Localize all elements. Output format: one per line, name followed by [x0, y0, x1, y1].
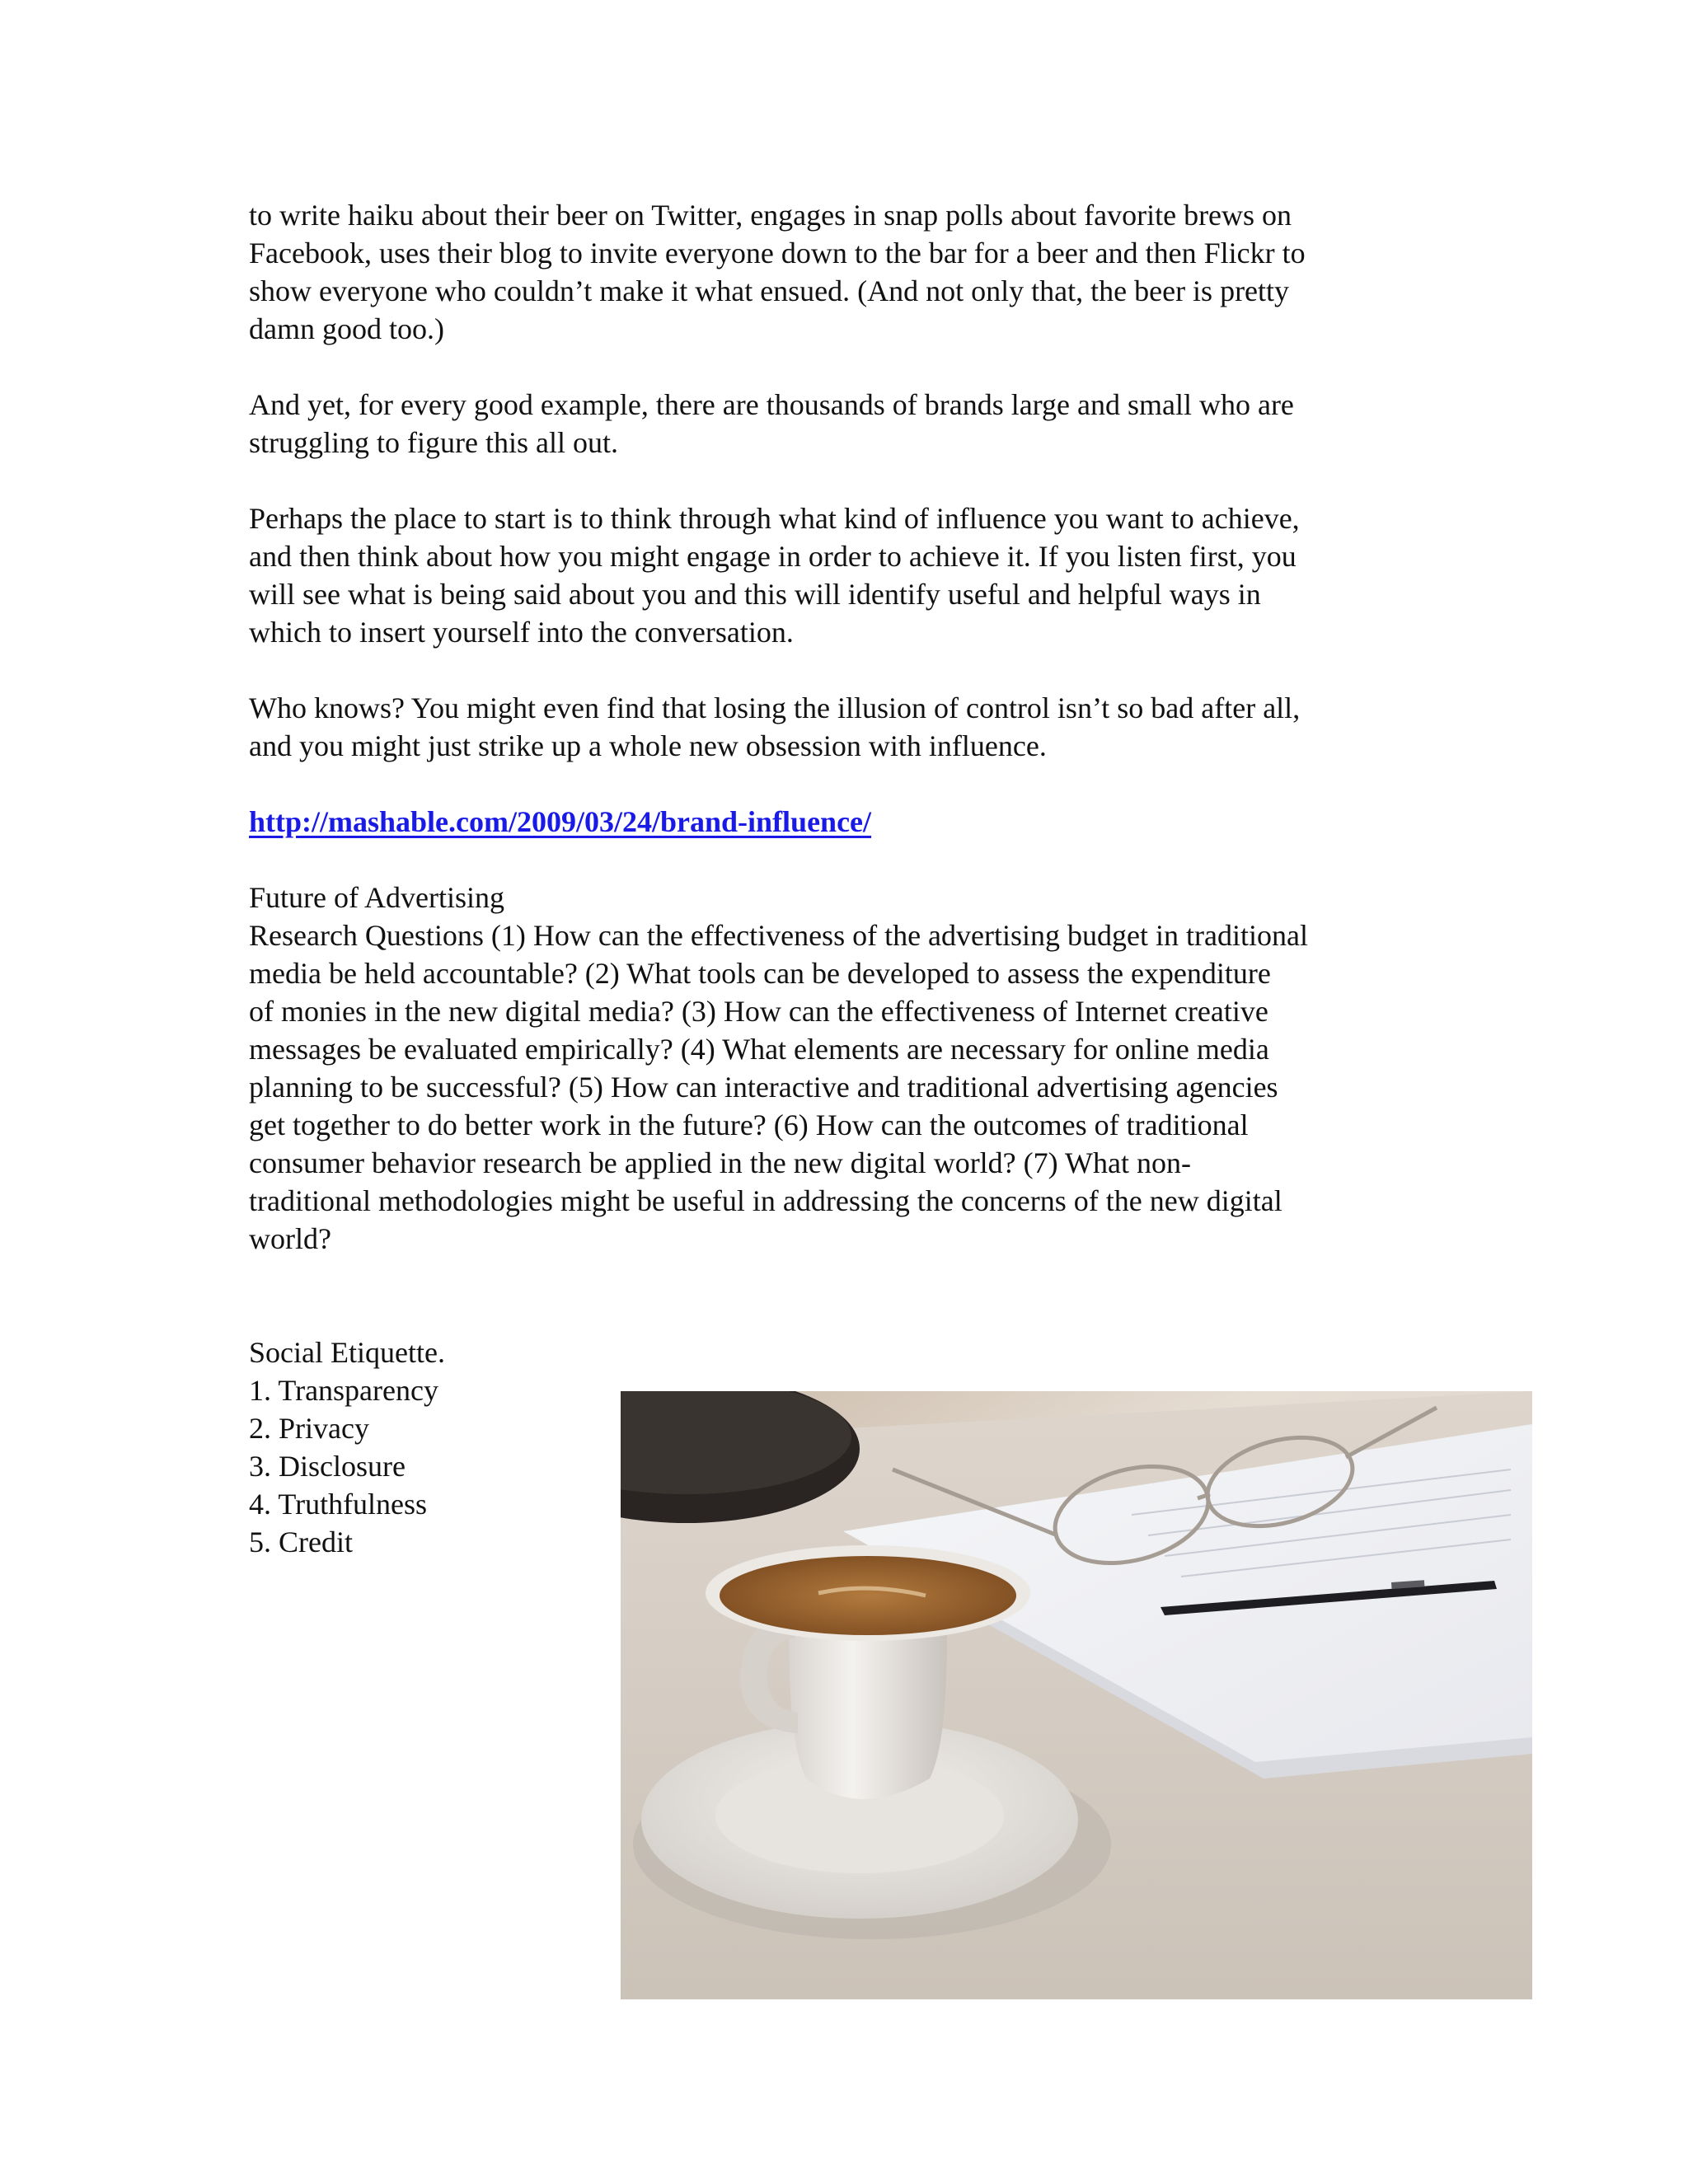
- source-link-paragraph: [249, 803, 1469, 841]
- future-of-advertising-section: [249, 879, 1469, 1258]
- text-line: messages be evaluated empirically? (4) What elements are necessary for online media: [249, 1033, 1269, 1066]
- text-line: of monies in the new digital media? (3) How can the effectiveness of Internet creative: [249, 995, 1268, 1028]
- text-line: to write haiku about their beer on Twitter, engages in snap polls about favorite brews on: [249, 199, 1292, 232]
- paragraph-3: [249, 499, 1469, 651]
- text-line: world?: [249, 1222, 331, 1255]
- text-line: struggling to figure this all out.: [249, 426, 618, 459]
- text-line: damn good too.): [249, 312, 444, 345]
- text-line: will see what is being said about you and this will identify useful and helpful ways in: [249, 578, 1261, 611]
- list-item: 4. Truthfulness: [249, 1488, 428, 1521]
- section-heading: Social Etiquette.: [249, 1336, 445, 1369]
- text-line: show everyone who couldn’t make it what ensued. (And not only that, the beer is pretty: [249, 274, 1290, 307]
- text-line: consumer behavior research be applied in the new digital world? (7) What non-: [249, 1146, 1191, 1179]
- paragraph-2: [249, 386, 1469, 462]
- coffee-cup-photo-illustration: [621, 1391, 1532, 1999]
- text-line: traditional methodologies might be useful in addressing the concerns of the new digital: [249, 1184, 1282, 1217]
- text-line: media be held accountable? (2) What tools can be developed to assess the expenditure: [249, 957, 1271, 990]
- text-line: Facebook, uses their blog to invite everyone down to the bar for a beer and then Flickr to: [249, 237, 1306, 269]
- source-link[interactable]: http://mashable.com/2009/03/24/brand-influence/: [249, 805, 872, 838]
- document-body: [249, 196, 1469, 1561]
- paragraph-4: [249, 689, 1469, 765]
- coffee-cup-photo: [621, 1391, 1532, 1999]
- text-line: Perhaps the place to start is to think through what kind of influence you want to achieve,: [249, 502, 1300, 535]
- list-item: 5. Credit: [249, 1526, 353, 1558]
- text-line: planning to be successful? (5) How can interactive and traditional advertising agencies: [249, 1071, 1278, 1104]
- text-line: And yet, for every good example, there are thousands of brands large and small who are: [249, 388, 1294, 421]
- text-line: get together to do better work in the future? (6) How can the outcomes of traditional: [249, 1108, 1249, 1141]
- text-line: and then think about how you might engage in order to achieve it. If you listen first, you: [249, 540, 1296, 573]
- section-heading: Future of Advertising: [249, 881, 504, 914]
- text-line: Research Questions (1) How can the effectiveness of the advertising budget in traditional: [249, 919, 1308, 952]
- list-item: 2. Privacy: [249, 1412, 369, 1445]
- list-item: 3. Disclosure: [249, 1450, 406, 1483]
- list-item: 1. Transparency: [249, 1374, 438, 1407]
- text-line: and you might just strike up a whole new obsession with influence.: [249, 729, 1047, 762]
- text-line: which to insert yourself into the conversation.: [249, 616, 794, 649]
- text-line: Who knows? You might even find that losing the illusion of control isn’t so bad after all,: [249, 691, 1301, 724]
- paragraph-1: [249, 196, 1469, 348]
